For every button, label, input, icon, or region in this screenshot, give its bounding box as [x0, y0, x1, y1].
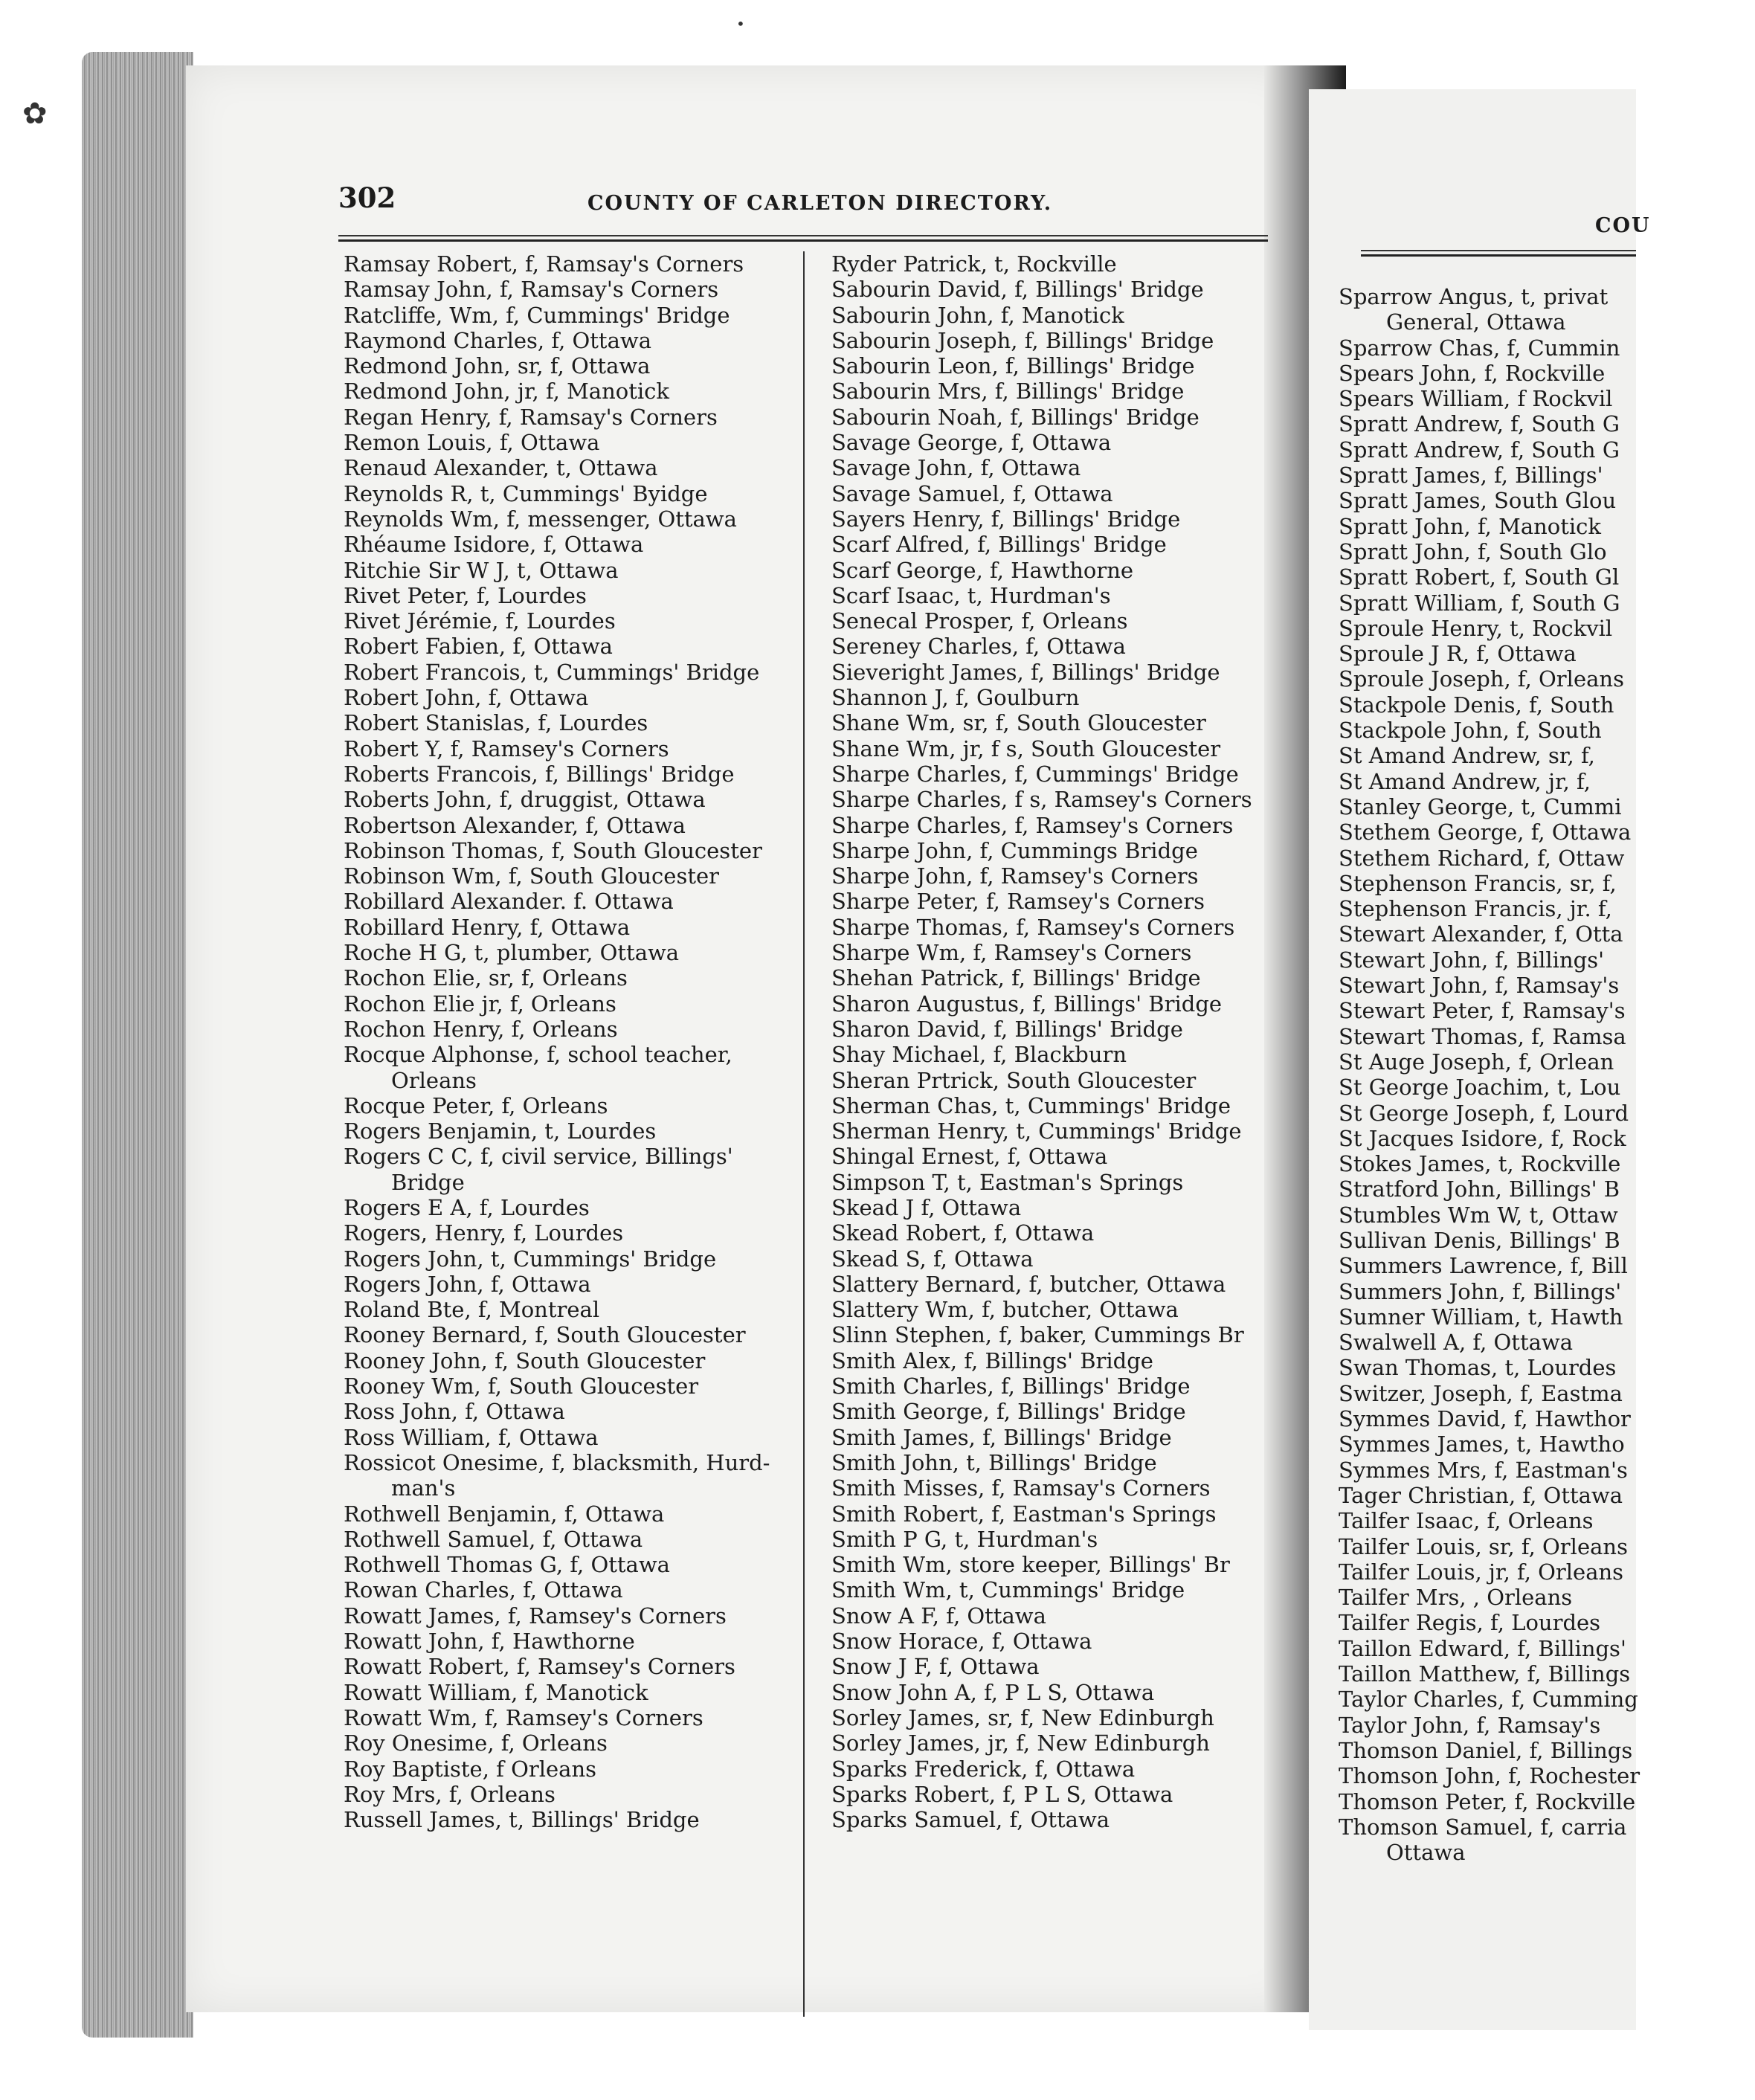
- directory-entry: Sereney Charles, f, Ottawa: [831, 634, 1126, 660]
- directory-entry: Roy Mrs, f, Orleans: [344, 1781, 556, 1807]
- directory-entry: Roche H G, t, plumber, Ottawa: [344, 940, 680, 966]
- directory-entry: Stokes James, t, Rockville: [1339, 1151, 1621, 1177]
- directory-entry: Sparks Frederick, f, Ottawa: [831, 1756, 1136, 1782]
- directory-entry: Snow John A, f, P L S, Ottawa: [831, 1679, 1155, 1705]
- directory-entry: Rothwell Samuel, f, Ottawa: [344, 1526, 643, 1552]
- directory-entry: Thomson Daniel, f, Billings: [1339, 1737, 1633, 1763]
- directory-entry: Tailfer Louis, sr, f, Orleans: [1339, 1533, 1628, 1559]
- directory-entry: Robert Francois, t, Cummings' Bridge: [344, 659, 760, 685]
- directory-entry: Ryder Patrick, t, Rockville: [831, 251, 1117, 277]
- directory-entry: St George Joseph, f, Lourd: [1339, 1100, 1629, 1126]
- directory-entry: Regan Henry, f, Ramsay's Corners: [344, 404, 718, 430]
- directory-entry: Thomson John, f, Rochester: [1339, 1763, 1640, 1789]
- header-rule-thin: [338, 235, 1268, 236]
- directory-entry: Rogers E A, f, Lourdes: [344, 1194, 590, 1220]
- directory-entry: Spratt Andrew, f, South G: [1339, 437, 1620, 463]
- directory-entry: Smith James, f, Billings' Bridge: [831, 1424, 1172, 1450]
- directory-entry: Smith George, f, Billings' Bridge: [831, 1399, 1186, 1425]
- directory-entry: Snow J F, f, Ottawa: [831, 1654, 1040, 1680]
- directory-entry: Rowatt James, f, Ramsey's Corners: [344, 1603, 727, 1629]
- directory-entry: St Amand Andrew, sr, f,: [1339, 743, 1595, 769]
- directory-entry: Robert John, f, Ottawa: [344, 685, 589, 711]
- directory-entry: Rowatt John, f, Hawthorne: [344, 1629, 635, 1655]
- margin-mark: •: [736, 15, 745, 33]
- header-rule-thick: [338, 239, 1268, 242]
- directory-entry: Sherman Chas, t, Cummings' Bridge: [831, 1092, 1231, 1118]
- directory-entry: Spratt John, f, South Glo: [1339, 538, 1607, 564]
- directory-entry: Robertson Alexander, f, Ottawa: [344, 812, 686, 838]
- directory-entry: Swan Thomas, t, Lourdes: [1339, 1355, 1617, 1381]
- directory-entry: Rothwell Benjamin, f, Ottawa: [344, 1501, 665, 1527]
- directory-entry: St Auge Joseph, f, Orlean: [1339, 1049, 1614, 1075]
- directory-entry: [344, 1042, 790, 1093]
- directory-entry: Sharpe John, f, Ramsey's Corners: [831, 863, 1199, 889]
- directory-entry: [344, 1144, 790, 1195]
- directory-entry: Symmes James, t, Hawtho: [1339, 1431, 1625, 1458]
- directory-entry: Rochon Elie, sr, f, Orleans: [344, 965, 628, 991]
- directory-entry: Roberts Francois, f, Billings' Bridge: [344, 761, 735, 787]
- directory-entry: Smith John, t, Billings' Bridge: [831, 1449, 1157, 1475]
- entry-text: Rocque Alphonse, f, school teacher,: [344, 1042, 732, 1068]
- directory-entry: Sharpe John, f, Cummings Bridge: [831, 837, 1198, 863]
- page-number: 302: [338, 181, 396, 214]
- directory-entry: Sproule Henry, t, Rockvil: [1339, 615, 1613, 641]
- directory-entry: Scarf Alfred, f, Billings' Bridge: [831, 532, 1167, 558]
- directory-entry: Ratcliffe, Wm, f, Cummings' Bridge: [344, 302, 730, 328]
- directory-entry: Redmond John, jr, f, Manotick: [344, 379, 669, 405]
- directory-entry: Ramsay Robert, f, Ramsay's Corners: [344, 251, 744, 277]
- directory-entry: Smith Misses, f, Ramsay's Corners: [831, 1475, 1211, 1501]
- directory-entry: Stethem George, f, Ottawa: [1339, 819, 1632, 846]
- directory-entry: Stephenson Francis, jr. f,: [1339, 896, 1612, 922]
- directory-entry: Stackpole Denis, f, South: [1339, 692, 1614, 718]
- directory-entry: Stethem Richard, f, Ottaw: [1339, 845, 1625, 871]
- directory-entry: St Amand Andrew, jr, f,: [1339, 768, 1591, 794]
- directory-entry: Smith Alex, f, Billings' Bridge: [831, 1347, 1153, 1373]
- directory-entry: Simpson T, t, Eastman's Springs: [831, 1169, 1184, 1195]
- directory-entry: Roy Onesime, f, Orleans: [344, 1730, 608, 1756]
- directory-entry: Stephenson Francis, sr, f,: [1339, 870, 1617, 896]
- directory-entry: Stratford John, Billings' B: [1339, 1176, 1620, 1202]
- directory-entry: Stumbles Wm W, t, Ottaw: [1339, 1202, 1618, 1228]
- directory-entry: Smith Robert, f, Eastman's Springs: [831, 1501, 1217, 1527]
- directory-entry: Rogers, Henry, f, Lourdes: [344, 1220, 624, 1246]
- directory-entry: Sparks Robert, f, P L S, Ottawa: [831, 1781, 1173, 1807]
- directory-entry: Snow Horace, f, Ottawa: [831, 1629, 1092, 1655]
- directory-entry: Sherman Henry, t, Cummings' Bridge: [831, 1118, 1242, 1144]
- directory-entry: Sparrow Chas, f, Cummin: [1339, 335, 1620, 361]
- directory-entry: Tager Christian, f, Ottawa: [1339, 1482, 1623, 1508]
- directory-entry: Shane Wm, sr, f, South Gloucester: [831, 710, 1206, 736]
- directory-entry: St George Joachim, t, Lou: [1339, 1075, 1621, 1101]
- directory-entry: Roy Baptiste, f Orleans: [344, 1756, 596, 1782]
- directory-entry: [344, 1450, 790, 1501]
- directory-entry: Summers John, f, Billings': [1339, 1278, 1622, 1304]
- directory-entry: Slattery Bernard, f, butcher, Ottawa: [831, 1271, 1226, 1297]
- directory-column-left: [344, 251, 790, 1832]
- directory-entry: Sullivan Denis, Billings' B: [1339, 1227, 1620, 1253]
- directory-entry: Thomson Peter, f, Rockville: [1339, 1788, 1636, 1814]
- directory-entry: Ramsay John, f, Ramsay's Corners: [344, 277, 719, 303]
- directory-entry: Scarf George, f, Hawthorne: [831, 557, 1134, 583]
- directory-entry: Switzer, Joseph, f, Eastma: [1339, 1380, 1623, 1406]
- directory-entry: Scarf Isaac, t, Hurdman's: [831, 582, 1111, 608]
- directory-entry: Snow A F, f, Ottawa: [831, 1603, 1046, 1629]
- directory-entry: Rogers John, t, Cummings' Bridge: [344, 1246, 717, 1272]
- directory-entry: Stackpole John, f, South: [1339, 718, 1602, 744]
- directory-entry: Sabourin Leon, f, Billings' Bridge: [831, 353, 1195, 379]
- directory-entry: Rowatt Wm, f, Ramsey's Corners: [344, 1704, 703, 1730]
- directory-entry: Robinson Wm, f, South Gloucester: [344, 863, 720, 889]
- directory-entry: Taylor John, f, Ramsay's: [1339, 1712, 1601, 1738]
- entry-text: Thomson Samuel, f, carria: [1339, 1814, 1627, 1840]
- directory-entry: Taylor Charles, f, Cumming: [1339, 1687, 1638, 1713]
- directory-entry: Sabourin Noah, f, Billings' Bridge: [831, 404, 1199, 430]
- directory-entry: Ross William, f, Ottawa: [344, 1424, 599, 1450]
- directory-entry: Rochon Henry, f, Orleans: [344, 1016, 618, 1042]
- entry-continuation: Ottawa: [1386, 1840, 1466, 1866]
- directory-entry: Rowatt Robert, f, Ramsey's Corners: [344, 1654, 735, 1680]
- directory-entry: St Jacques Isidore, f, Rock: [1339, 1125, 1626, 1151]
- directory-entry: Skead J f, Ottawa: [831, 1194, 1022, 1220]
- directory-entry: Sparks Samuel, f, Ottawa: [831, 1807, 1110, 1833]
- directory-entry: Sorley James, jr, f, New Edinburgh: [831, 1730, 1210, 1756]
- directory-entry: Slattery Wm, f, butcher, Ottawa: [831, 1297, 1179, 1323]
- directory-entry: Spratt James, f, Billings': [1339, 463, 1603, 489]
- directory-entry: Sharpe Charles, f, Ramsey's Corners: [831, 812, 1234, 838]
- directory-entry: Roberts John, f, druggist, Ottawa: [344, 787, 706, 813]
- column-divider: [803, 251, 805, 2017]
- directory-entry: Sieveright James, f, Billings' Bridge: [831, 659, 1220, 685]
- directory-entry: Sabourin Mrs, f, Billings' Bridge: [831, 379, 1185, 405]
- entry-continuation: Bridge: [391, 1169, 465, 1195]
- directory-entry: Robillard Henry, f, Ottawa: [344, 914, 631, 940]
- entry-text: Sparrow Angus, t, privat: [1339, 284, 1609, 309]
- directory-entry: Sorley James, sr, f, New Edinburgh: [831, 1704, 1214, 1730]
- directory-entry: Rocque Peter, f, Orleans: [344, 1092, 608, 1118]
- directory-entry: Sharpe Thomas, f, Ramsey's Corners: [831, 914, 1235, 940]
- directory-entry: Slinn Stephen, f, baker, Cummings Br: [831, 1322, 1244, 1348]
- directory-entry: Shay Michael, f, Blackburn: [831, 1042, 1127, 1068]
- directory-entry: Remon Louis, f, Ottawa: [344, 430, 600, 456]
- directory-entry: Rogers John, f, Ottawa: [344, 1271, 591, 1297]
- directory-entry: Sayers Henry, f, Billings' Bridge: [831, 506, 1181, 532]
- directory-entry: Sharpe Wm, f, Ramsey's Corners: [831, 940, 1192, 966]
- directory-entry: Sharon David, f, Billings' Bridge: [831, 1016, 1183, 1042]
- directory-entry: Sheran Prtrick, South Gloucester: [831, 1067, 1197, 1093]
- directory-entry: Sabourin David, f, Billings' Bridge: [831, 277, 1204, 303]
- directory-entry: Shane Wm, jr, f s, South Gloucester: [831, 735, 1221, 761]
- directory-entry: [1339, 284, 1755, 335]
- directory-entry: Smith Wm, store keeper, Billings' Br: [831, 1552, 1230, 1578]
- directory-entry: [1339, 1814, 1755, 1866]
- entry-continuation: General, Ottawa: [1386, 309, 1566, 335]
- directory-entry: Tailfer Louis, jr, f, Orleans: [1339, 1559, 1624, 1585]
- directory-entry: Russell James, t, Billings' Bridge: [344, 1807, 700, 1833]
- directory-entry: Sharpe Charles, f, Cummings' Bridge: [831, 761, 1239, 787]
- directory-entry: Smith Wm, t, Cummings' Bridge: [831, 1577, 1185, 1603]
- directory-entry: Rhéaume Isidore, f, Ottawa: [344, 532, 644, 558]
- directory-entry: Robillard Alexander. f. Ottawa: [344, 889, 674, 915]
- directory-entry: Tailfer Mrs, , Orleans: [1339, 1585, 1573, 1611]
- directory-entry: Robert Fabien, f, Ottawa: [344, 634, 613, 660]
- directory-entry: Skead Robert, f, Ottawa: [831, 1220, 1095, 1246]
- directory-column-middle: [831, 251, 1278, 1832]
- directory-entry: Tailfer Isaac, f, Orleans: [1339, 1508, 1594, 1534]
- directory-entry: Swalwell A, f, Ottawa: [1339, 1330, 1574, 1356]
- directory-entry: Shannon J, f, Goulburn: [831, 685, 1080, 711]
- margin-mark: ✿: [22, 97, 48, 131]
- directory-entry: Raymond Charles, f, Ottawa: [344, 327, 651, 353]
- directory-entry: Ross John, f, Ottawa: [344, 1399, 565, 1425]
- directory-entry: Sproule J R, f, Ottawa: [1339, 641, 1577, 667]
- directory-entry: Robert Stanislas, f, Lourdes: [344, 710, 648, 736]
- directory-entry: Rooney Bernard, f, South Gloucester: [344, 1322, 746, 1348]
- directory-entry: Smith Charles, f, Billings' Bridge: [831, 1373, 1191, 1400]
- directory-entry: Rowatt William, f, Manotick: [344, 1679, 648, 1705]
- directory-entry: Taillon Edward, f, Billings': [1339, 1635, 1626, 1661]
- directory-entry: Savage John, f, Ottawa: [831, 455, 1081, 481]
- directory-entry: Spratt John, f, Manotick: [1339, 513, 1601, 539]
- directory-entry: Smith P G, t, Hurdman's: [831, 1526, 1098, 1552]
- directory-entry: Symmes David, f, Hawthor: [1339, 1406, 1631, 1432]
- directory-entry: Ritchie Sir W J, t, Ottawa: [344, 557, 619, 583]
- directory-entry: Rivet Jérémie, f, Lourdes: [344, 608, 616, 634]
- right-page-running-head: COU: [1595, 214, 1651, 237]
- directory-entry: Rowan Charles, f, Ottawa: [344, 1577, 623, 1603]
- running-head: COUNTY OF CARLETON DIRECTORY.: [587, 192, 1053, 215]
- directory-entry: Stewart John, f, Billings': [1339, 947, 1605, 973]
- directory-entry: Spratt James, South Glou: [1339, 488, 1617, 514]
- directory-entry: Sproule Joseph, f, Orleans: [1339, 666, 1624, 692]
- directory-entry: Redmond John, sr, f, Ottawa: [344, 353, 651, 379]
- directory-entry: Rogers Benjamin, t, Lourdes: [344, 1118, 657, 1144]
- entry-continuation: Orleans: [391, 1067, 477, 1093]
- directory-entry: Reynolds Wm, f, messenger, Ottawa: [344, 506, 737, 532]
- directory-entry: Robert Y, f, Ramsey's Corners: [344, 735, 669, 761]
- directory-entry: Spears William, f Rockvil: [1339, 386, 1613, 412]
- directory-entry: Sabourin Joseph, f, Billings' Bridge: [831, 327, 1214, 353]
- directory-entry: Rooney Wm, f, South Gloucester: [344, 1373, 699, 1400]
- directory-entry: Spratt William, f, South G: [1339, 590, 1620, 616]
- directory-entry: Stewart Peter, f, Ramsay's: [1339, 998, 1626, 1024]
- directory-entry: Stewart Thomas, f, Ramsa: [1339, 1023, 1626, 1049]
- directory-entry: Stewart Alexander, f, Otta: [1339, 921, 1623, 947]
- directory-entry: Roland Bte, f, Montreal: [344, 1297, 600, 1323]
- right-header-rule-thick: [1361, 254, 1636, 257]
- directory-entry: Senecal Prosper, f, Orleans: [831, 608, 1128, 634]
- directory-entry: Shehan Patrick, f, Billings' Bridge: [831, 965, 1201, 991]
- directory-entry: Sabourin John, f, Manotick: [831, 302, 1124, 328]
- directory-entry: Sharpe Charles, f s, Ramsey's Corners: [831, 787, 1252, 813]
- right-header-rule-thin: [1361, 250, 1636, 251]
- directory-entry: Rivet Peter, f, Lourdes: [344, 582, 587, 608]
- directory-entry: Spratt Robert, f, South Gl: [1339, 564, 1620, 590]
- directory-entry: Rooney John, f, South Gloucester: [344, 1347, 706, 1373]
- directory-entry: Shingal Ernest, f, Ottawa: [831, 1144, 1108, 1170]
- directory-entry: Sumner William, t, Hawth: [1339, 1304, 1623, 1330]
- directory-entry: Sharpe Peter, f, Ramsey's Corners: [831, 889, 1205, 915]
- directory-entry: Robinson Thomas, f, South Gloucester: [344, 837, 762, 863]
- directory-entry: Skead S, f, Ottawa: [831, 1246, 1034, 1272]
- directory-entry: Savage Samuel, f, Ottawa: [831, 480, 1113, 506]
- directory-entry: Rothwell Thomas G, f, Ottawa: [344, 1552, 670, 1578]
- directory-entry: Summers Lawrence, f, Bill: [1339, 1253, 1628, 1279]
- book-edge: [82, 52, 193, 2038]
- directory-entry: Stanley George, t, Cummi: [1339, 793, 1622, 819]
- directory-entry: Reynolds R, t, Cummings' Byidge: [344, 480, 708, 506]
- directory-entry: Savage George, f, Ottawa: [831, 430, 1112, 456]
- entry-continuation: man's: [391, 1475, 456, 1501]
- directory-entry: Stewart John, f, Ramsay's: [1339, 973, 1620, 999]
- directory-column-right-partial: [1339, 284, 1755, 1865]
- directory-entry: Rochon Elie jr, f, Orleans: [344, 991, 616, 1017]
- directory-entry: Taillon Matthew, f, Billings: [1339, 1661, 1631, 1687]
- entry-text: Rogers C C, f, civil service, Billings': [344, 1144, 733, 1170]
- directory-entry: Sharon Augustus, f, Billings' Bridge: [831, 991, 1223, 1017]
- entry-text: Rossicot Onesime, f, blacksmith, Hurd-: [344, 1449, 770, 1475]
- directory-entry: Renaud Alexander, t, Ottawa: [344, 455, 658, 481]
- directory-entry: Spratt Andrew, f, South G: [1339, 411, 1620, 437]
- directory-entry: Symmes Mrs, f, Eastman's: [1339, 1457, 1628, 1483]
- directory-entry: Spears John, f, Rockville: [1339, 360, 1606, 386]
- directory-entry: Tailfer Regis, f, Lourdes: [1339, 1610, 1601, 1636]
